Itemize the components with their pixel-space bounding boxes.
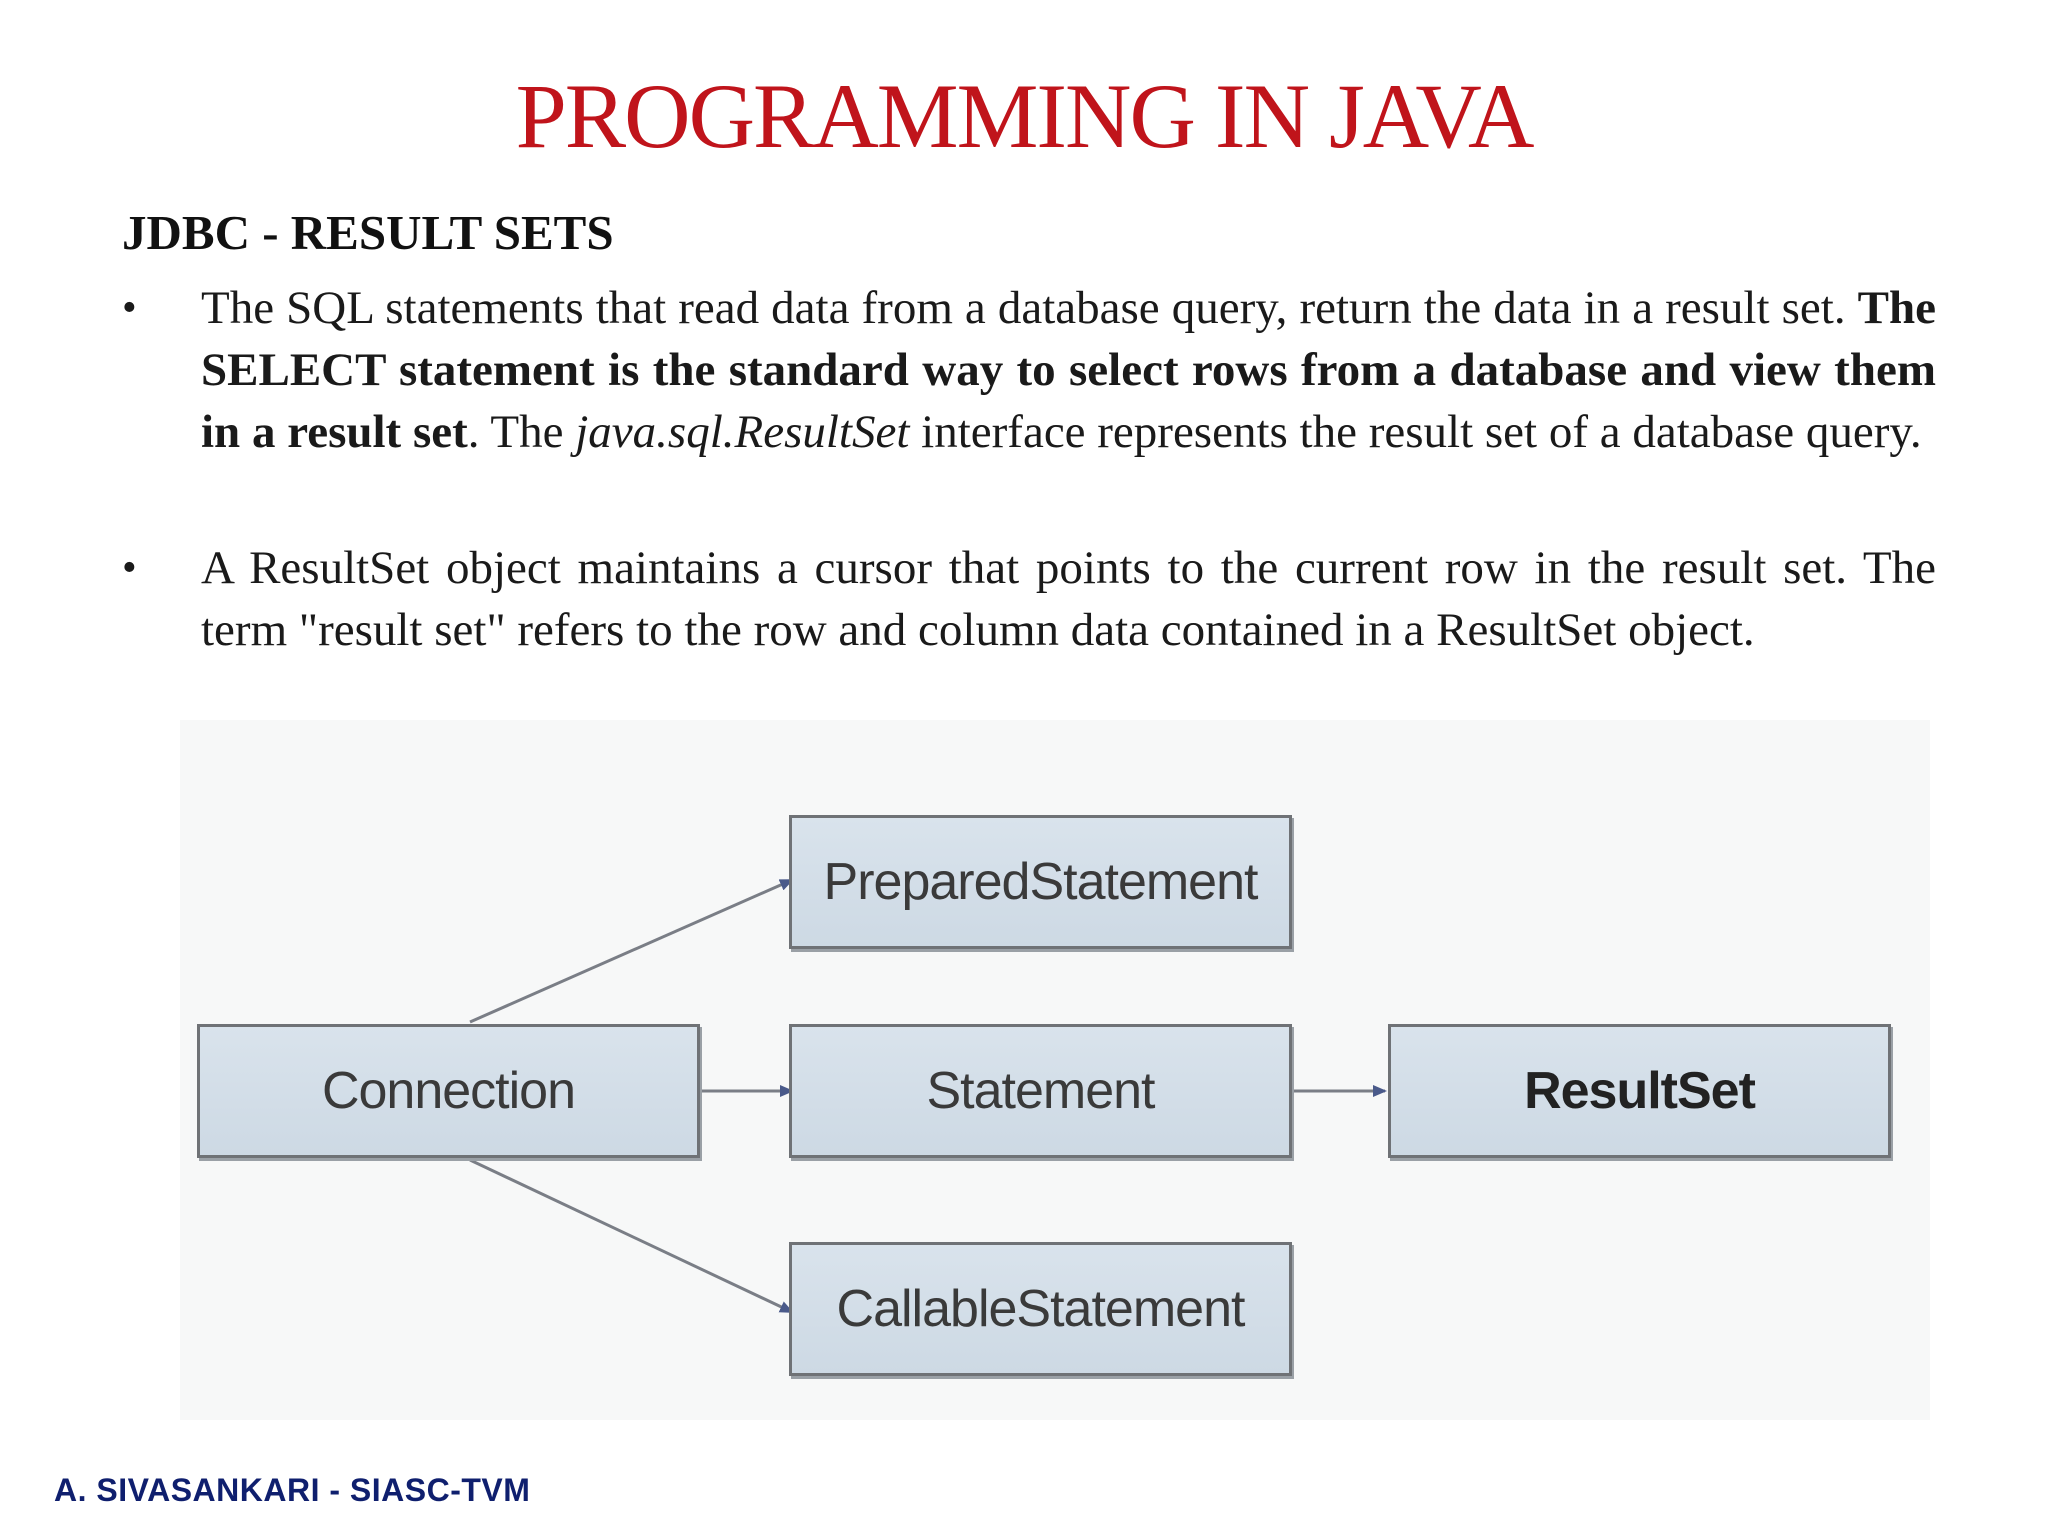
slide-title: PROGRAMMING IN JAVA (515, 65, 1533, 167)
arrow-connection-to-prepared (470, 880, 792, 1022)
bullet-1-text-b: . The (467, 406, 576, 458)
node-connection: Connection (197, 1024, 700, 1158)
section-heading: JDBC - RESULT SETS (122, 205, 614, 260)
bullet-1-text-italic: java.sql.ResultSet (575, 406, 910, 458)
node-callable-statement: CallableStatement (789, 1242, 1292, 1376)
bullet-1-text-bold: The SELECT statement is the standard way to select rows from a database and view them in a result set (201, 282, 1936, 458)
bullet-1-text-c: interface represents the result set of a database query. (909, 406, 1922, 458)
bullet-icon: • (122, 545, 137, 591)
arrow-connection-to-callable (470, 1160, 792, 1312)
bullet-1-text-a: The SQL statements that read data from a database query, return the data in a result set. (201, 282, 1858, 334)
node-resultset: ResultSet (1388, 1024, 1891, 1158)
footer-author: A. SIVASANKARI - SIASC-TVM (54, 1472, 531, 1508)
node-statement: Statement (789, 1024, 1292, 1158)
bullet-text-2: A ResultSet object maintains a cursor that points to the current row in the result set. The term "result set" refers to the row and column data contained in a ResultSet object. (201, 542, 1936, 656)
node-prepared-statement: PreparedStatement (789, 815, 1292, 949)
bullet-icon: • (122, 285, 137, 331)
